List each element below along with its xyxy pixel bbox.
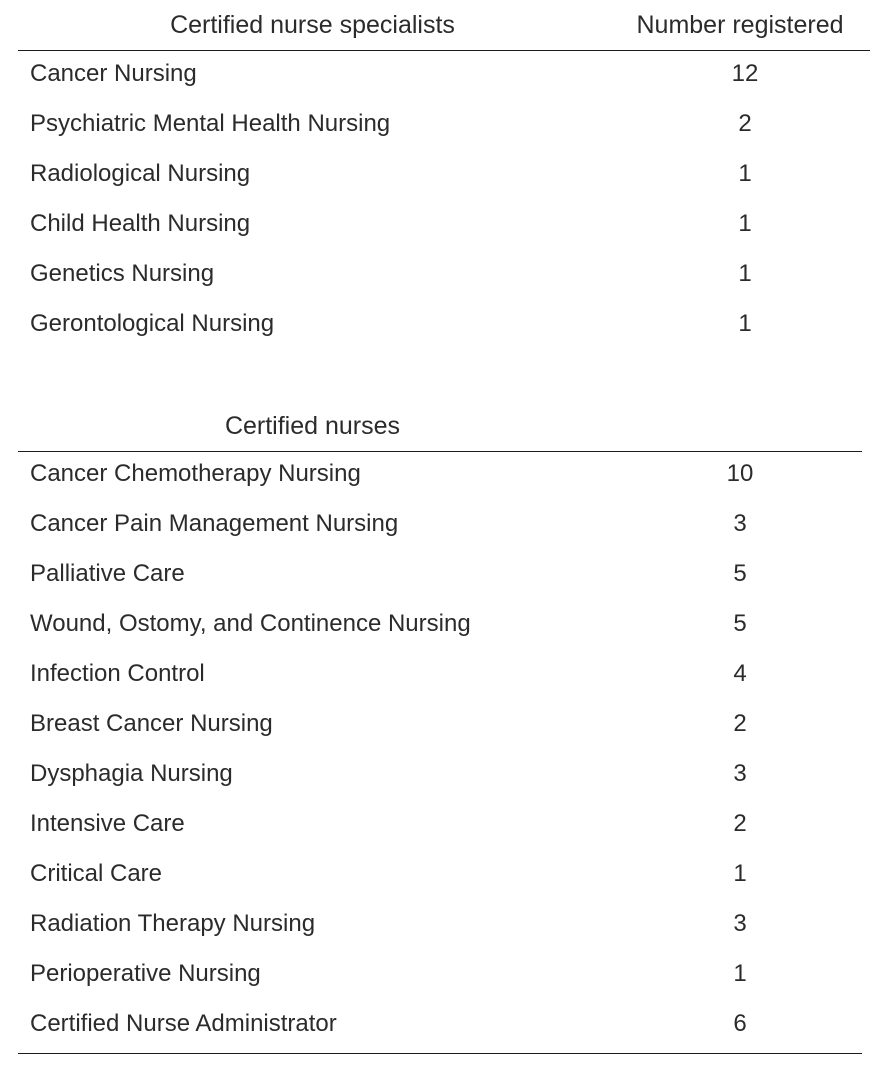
table-row [0, 600, 895, 650]
row-label: Dysphagia Nursing [30, 760, 233, 787]
row-label: Cancer Nursing [30, 60, 197, 87]
table-row [0, 250, 895, 300]
table-section-specialists [0, 0, 895, 350]
row-label: Psychiatric Mental Health Nursing [30, 110, 391, 137]
row-value: 5 [733, 610, 747, 637]
row-value: 1 [738, 260, 752, 287]
row-label: Critical Care [30, 860, 163, 887]
table-row [0, 900, 895, 950]
table-row [0, 550, 895, 600]
column-header-number-registered: Number registered [636, 11, 844, 39]
row-label: Radiological Nursing [30, 160, 251, 187]
row-value: 5 [733, 560, 747, 587]
table-row [0, 650, 895, 700]
row-label: Infection Control [30, 660, 205, 687]
row-label: Cancer Pain Management Nursing [30, 510, 399, 537]
table-row [0, 800, 895, 850]
table-row [0, 500, 895, 550]
table-row [0, 450, 895, 500]
column-header-category: Certified nurse specialists [170, 11, 455, 39]
row-value: 12 [731, 60, 759, 87]
row-label: Child Health Nursing [30, 210, 251, 237]
row-label: Cancer Chemotherapy Nursing [30, 460, 361, 487]
column-header-certified-nurses: Certified nurses [224, 412, 401, 440]
table-section-nurses [0, 400, 895, 1050]
table-header-row [0, 0, 895, 50]
table-row [0, 850, 895, 900]
row-label: Genetics Nursing [30, 260, 215, 287]
row-label: Certified Nurse Administrator [30, 1010, 337, 1037]
table-row [0, 200, 895, 250]
table-row [0, 750, 895, 800]
row-value: 1 [733, 860, 747, 887]
table-row [0, 50, 895, 100]
table-row [0, 100, 895, 150]
table-body-nurses [0, 450, 895, 1050]
table-row [0, 300, 895, 350]
table-row [0, 700, 895, 750]
row-value: 2 [738, 110, 752, 137]
row-value: 4 [733, 660, 747, 687]
row-value: 3 [733, 510, 747, 537]
table-row [0, 1000, 895, 1050]
table-subheader-row [0, 400, 895, 450]
row-label: Wound, Ostomy, and Continence Nursing [30, 610, 471, 637]
row-value: 1 [733, 960, 747, 987]
row-value: 1 [738, 310, 752, 337]
row-label: Palliative Care [30, 560, 185, 587]
table-rule-bottom [18, 1053, 862, 1054]
row-label: Intensive Care [30, 810, 185, 837]
row-value: 3 [733, 910, 747, 937]
table-body-specialists [0, 50, 895, 350]
row-value: 2 [733, 810, 747, 837]
row-label: Gerontological Nursing [30, 310, 275, 337]
row-value: 6 [733, 1010, 747, 1037]
row-value: 2 [733, 710, 747, 737]
row-value: 10 [726, 460, 754, 487]
row-value: 1 [738, 210, 752, 237]
row-label: Radiation Therapy Nursing [30, 910, 316, 937]
table-row [0, 950, 895, 1000]
table-row [0, 150, 895, 200]
row-value: 3 [733, 760, 747, 787]
row-label: Breast Cancer Nursing [30, 710, 273, 737]
header-rule-middle [18, 451, 862, 452]
row-label: Perioperative Nursing [30, 960, 261, 987]
row-value: 1 [738, 160, 752, 187]
